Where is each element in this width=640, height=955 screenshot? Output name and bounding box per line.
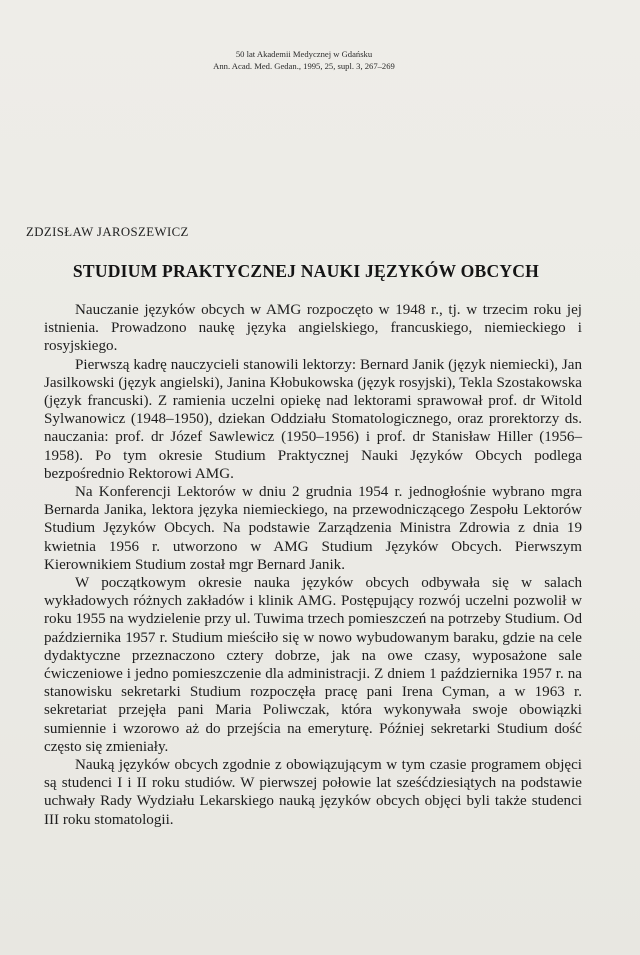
journal-header-line-2: Ann. Acad. Med. Gedan., 1995, 25, supl. 3, 267–269 — [213, 60, 395, 71]
journal-header-line-1: 50 lat Akademii Medycznej w Gdańsku — [235, 49, 373, 59]
paragraph-4: W początkowym okresie nauka języków obcych odbywała się w salach wykładowych różnych zakładów i klinik AMG. Postępujący rozwój uczelni pozwolił w roku 1955 na wydzielenie przy ul. Tuwima trzech pomieszczeń na potrzeby Studium. Od października 1957 r. Studium mieściło się w nowo wybudowanym baraku, gdzie na cele dydaktyczne przeznaczono cztery dobrze, jak na owe czasy, wyposażone sale ćwiczeniowe i jedno pomieszczenie dla administracji. Z dniem 1 października 1957 r. na stanowisku sekretarki Studium rozpoczęła pracę pani Irena Cyman, a w 1963 r. sekretariat przejęła pani Maria Poliwczak, która wykonywała swoje obowiązki sumiennie i wzorowo aż do przejścia na emeryturę. Później sekretarki Studium dość często się zmieniały. — [44, 575, 582, 755]
author-name: ZDZISŁAW JAROSZEWICZ — [26, 225, 189, 239]
article-title: STUDIUM PRAKTYCZNEJ NAUKI JĘZYKÓW OBCYCH — [72, 261, 540, 281]
paragraph-1: Nauczanie języków obcych w AMG rozpoczęto w 1948 r., tj. w trzecim roku jej istnienia. Prowadzono naukę języka angielskiego, francuskiego, niemieckiego i rosyjskiego. — [44, 302, 582, 355]
paragraph-5: Nauką języków obcych zgodnie z obowiązującym w tym czasie programem objęci są studenci I i II roku studiów. W pierwszej połowie lat sześćdziesiątych na podstawie uchwały Rady Wydziału Lekarskiego nauką języków obcych objęci byli także studenci III roku stomatologii. — [44, 757, 582, 828]
journal-header — [0, 49, 608, 72]
article-body — [44, 301, 582, 829]
paragraph-2: Pierwszą kadrę nauczycieli stanowili lektorzy: Bernard Janik (język niemiecki), Jan Jasilkowski (język angielski), Janina Kłobukowska (język rosyjski), Tekla Szostakowska (język francuski). Z ramienia uczelni opiekę nad lektorami sprawował prof. dr Witold Sylwanowicz (1948–1950), dziekan Oddziału Stomatologicznego, oraz prorektorzy ds. nauczania: prof. dr Józef Sawlewicz (1950–1956) i prof. dr Stanisław Hiller (1956–1958). Po tym okresie Studium Praktycznej Nauki Języków Obcych podlega bezpośrednio Rektorowi AMG. — [44, 356, 582, 482]
paragraph-3: Na Konferencji Lektorów w dniu 2 grudnia 1954 r. jednogłośnie wybrano mgra Bernarda Janika, lektora języka niemieckiego, na przewodniczącego Zespołu Lektorów Studium Języków Obcych. Na podstawie Zarządzenia Ministra Zdrowia z dnia 19 kwietnia 1956 r. utworzono w AMG Studium Języków Obcych. Pierwszym Kierownikiem Studium został mgr Bernard Janik. — [44, 484, 582, 573]
